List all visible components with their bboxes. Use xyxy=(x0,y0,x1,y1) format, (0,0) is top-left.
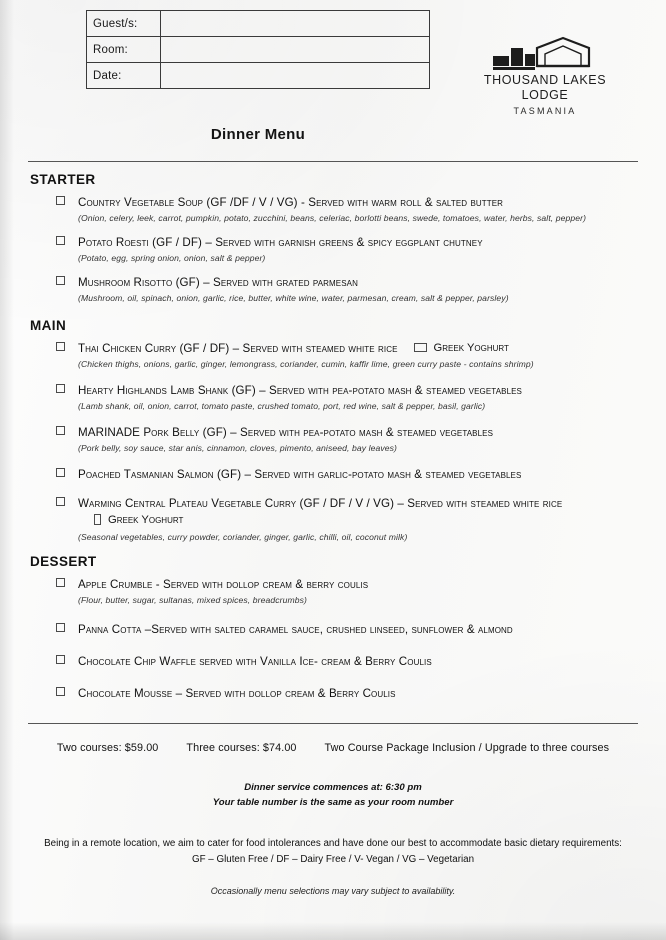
menu-item xyxy=(0,652,666,670)
menu-item-ingredients: (Flour, butter, sugar, sultanas, mixed spices, breadcrumbs) xyxy=(78,595,307,605)
lodge-building-icon xyxy=(489,34,601,72)
option-checkbox-icon[interactable] xyxy=(94,514,101,525)
section-title: STARTER xyxy=(30,172,96,187)
checkbox-icon[interactable] xyxy=(56,468,65,477)
section-starter xyxy=(0,172,666,304)
checkbox-icon[interactable] xyxy=(56,497,65,506)
checkbox-icon[interactable] xyxy=(56,687,65,696)
menu-item-name: Warming Central Plateau Vegetable Curry (GF / DF / V / VG) – Served with steamed white rice xyxy=(78,497,563,510)
guest-detail-value[interactable] xyxy=(161,63,430,89)
section-title: DESSERT xyxy=(30,554,97,569)
page-title: Dinner Menu xyxy=(210,126,306,143)
menu-item-name: Chocolate Chip Waffle served with Vanilla Ice- cream & Berry Coulis xyxy=(78,655,432,668)
checkbox-icon[interactable] xyxy=(56,384,65,393)
table-number-note: Your table number is the same as your room number xyxy=(212,797,454,808)
page-footer xyxy=(0,742,666,896)
checkbox-icon[interactable] xyxy=(56,655,65,664)
menu-item xyxy=(0,273,666,304)
lodge-logo xyxy=(480,34,610,116)
menu-item-option xyxy=(94,514,183,526)
divider-top xyxy=(28,161,638,162)
dessert-item-list xyxy=(0,575,666,702)
menu-item-ingredients: (Potato, egg, spring onion, onion, salt & pepper) xyxy=(78,253,266,263)
availability-note: Occasionally menu selections may vary subject to availability. xyxy=(210,886,456,896)
menu-item-name: MARINADE Pork Belly (GF) – Served with pea-potato mash & steamed vegetables xyxy=(78,426,494,439)
menu-item-name: Mushroom Risotto (GF) – Served with grated parmesan xyxy=(78,276,358,289)
guest-detail-label: Room: xyxy=(87,37,161,63)
logo-name-line2: LODGE xyxy=(521,88,569,102)
menu-item-name: Country Vegetable Soup (GF /DF / V / VG) - Served with warm roll & salted butter xyxy=(78,196,504,209)
pricing-row xyxy=(0,742,666,754)
menu-item-option xyxy=(414,342,509,354)
section-main xyxy=(0,318,666,543)
section-title: MAIN xyxy=(30,318,67,333)
checkbox-icon[interactable] xyxy=(56,578,65,587)
starter-item-list xyxy=(0,193,666,304)
menu-item-ingredients: (Chicken thighs, onions, garlic, ginger, lemongrass, coriander, cumin, kaffir lime, green curry paste - contains shrimp) xyxy=(78,359,534,369)
menu-item-name: Thai Chicken Curry (GF / DF) – Served with steamed white rice xyxy=(78,342,398,355)
dietary-legend: GF – Gluten Free / DF – Dairy Free / V- Vegan / VG – Vegetarian xyxy=(191,854,475,865)
checkbox-icon[interactable] xyxy=(56,236,65,245)
price-two-courses: Two courses: $59.00 xyxy=(56,742,159,754)
menu-item-ingredients: (Lamb shank, oil, onion, carrot, tomato paste, crushed tomato, port, red wine, salt & pepper, basil, garlic) xyxy=(78,401,486,411)
main-item-list xyxy=(0,339,666,543)
option-label: Greek Yoghurt xyxy=(108,513,184,526)
checkbox-icon[interactable] xyxy=(56,623,65,632)
section-dessert xyxy=(0,554,666,702)
menu-item xyxy=(0,494,666,543)
menu-item-name: Hearty Highlands Lamb Shank (GF) – Served with pea-potato mash & steamed vegetables xyxy=(78,384,522,397)
menu-item xyxy=(0,465,666,483)
menu-item-name: Poached Tasmanian Salmon (GF) – Served with garlic-potato mash & steamed vegetables xyxy=(78,468,522,481)
dietary-info xyxy=(0,836,666,868)
menu-item-name: Chocolate Mousse – Served with dollop cream & Berry Coulis xyxy=(78,687,396,700)
page-edge-shadow-bottom xyxy=(0,922,666,940)
menu-item-name: Potato Roesti (GF / DF) – Served with garnish greens & spicy eggplant chutney xyxy=(78,236,483,249)
guest-detail-value[interactable] xyxy=(161,37,430,63)
logo-name-line1: THOUSAND LAKES xyxy=(483,73,607,87)
checkbox-icon[interactable] xyxy=(56,276,65,285)
guest-detail-label: Date: xyxy=(87,63,161,89)
checkbox-icon[interactable] xyxy=(56,196,65,205)
service-time: Dinner service commences at: 6:30 pm xyxy=(244,782,422,793)
menu-item xyxy=(0,339,666,370)
dietary-note: Being in a remote location, we aim to cater for food intolerances and have done our best to accommodate basic dietary requirements: xyxy=(44,838,622,849)
guest-detail-row xyxy=(87,11,430,37)
guest-detail-row xyxy=(87,63,430,89)
guest-detail-value[interactable] xyxy=(161,11,430,37)
menu-item xyxy=(0,575,666,606)
price-three-courses: Three courses: $74.00 xyxy=(186,742,297,754)
menu-item xyxy=(0,233,666,264)
menu-item xyxy=(0,193,666,224)
menu-item xyxy=(0,684,666,702)
guest-detail-row xyxy=(87,37,430,63)
checkbox-icon[interactable] xyxy=(56,426,65,435)
option-label: Greek Yoghurt xyxy=(433,341,509,354)
divider-bottom xyxy=(28,723,638,724)
service-info xyxy=(0,780,666,810)
menu-item xyxy=(0,620,666,638)
menu-item-name: Apple Crumble - Served with dollop cream & berry coulis xyxy=(78,578,369,591)
logo-subtitle: TASMANIA xyxy=(513,106,577,116)
guest-details-table xyxy=(86,10,430,89)
menu-item-ingredients: (Pork belly, soy sauce, star anis, cinnamon, cloves, pimento, aniseed, bay leaves) xyxy=(78,443,397,453)
page-header xyxy=(0,0,666,160)
menu-item xyxy=(0,381,666,412)
option-checkbox-icon[interactable] xyxy=(414,343,427,352)
guest-detail-label: Guest/s: xyxy=(87,11,161,37)
checkbox-icon[interactable] xyxy=(56,342,65,351)
menu-item-name: Panna Cotta –Served with salted caramel sauce, crushed linseed, sunflower & almond xyxy=(78,623,513,636)
menu-item-ingredients: (Mushroom, oil, spinach, onion, garlic, rice, butter, white wine, water, parmesan, cream, salt & pepper, parsley) xyxy=(78,293,509,303)
package-inclusion-note: Two Course Package Inclusion / Upgrade to three courses xyxy=(324,742,610,754)
menu-item-ingredients: (Onion, celery, leek, carrot, pumpkin, potato, zucchini, beans, celeriac, borlotti beans, swede, tomatoes, water, herbs, salt, pepper) xyxy=(78,213,587,223)
menu-item-ingredients: (Seasonal vegetables, curry powder, coriander, ginger, garlic, chilli, oil, coconut milk) xyxy=(78,532,408,542)
menu-item xyxy=(0,423,666,454)
menu-content xyxy=(0,172,666,716)
